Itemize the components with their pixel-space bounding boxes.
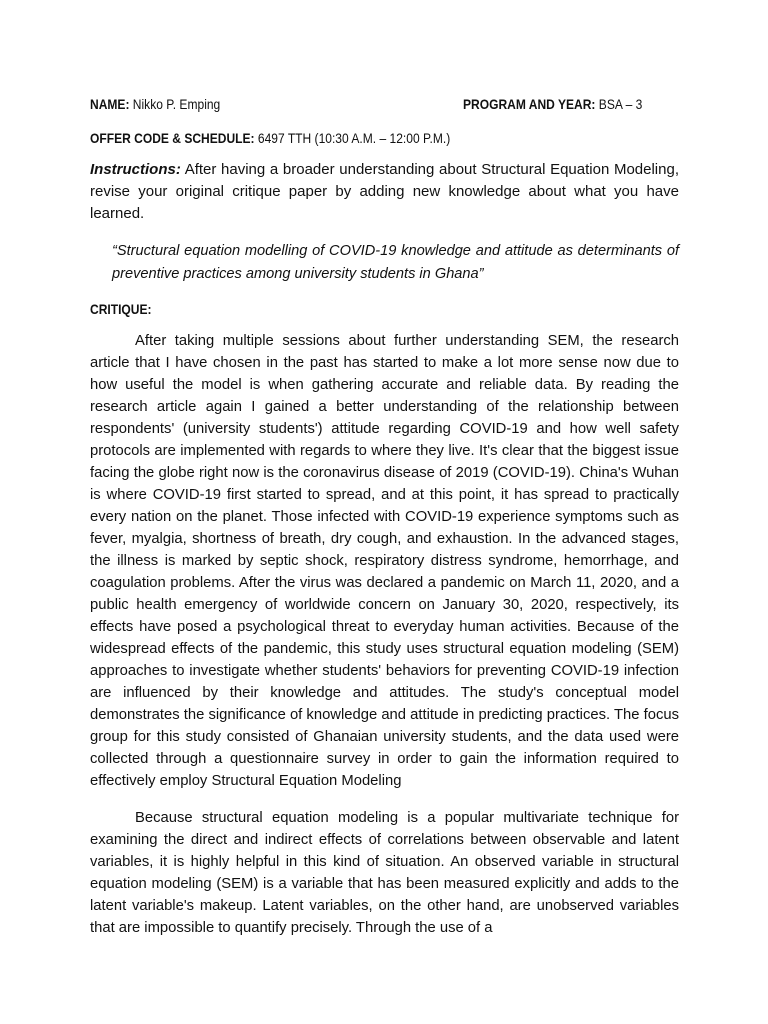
article-title: “Structural equation modelling of COVID-19 knowledge and attitude as determinants of preventive practices among university students in Ghana”: [112, 243, 679, 282]
name-program-row: [90, 93, 679, 115]
critique-heading: CRITIQUE:: [90, 301, 152, 317]
document-content: [90, 93, 679, 954]
name-value: Nikko P. Emping: [132, 96, 221, 112]
offer-code-label: OFFER CODE & SCHEDULE:: [90, 130, 255, 146]
program-field: [463, 93, 672, 115]
critique-paragraph-2: Because structural equation modeling is a popular multivariate technique for examining the direct and indirect effects of correlations between observable and latent variables, it is highly helpful in this kind of situation. An observed variable in structural equation modeling (SEM) is a variable that has been measured explicitly and adds to the latent variable's makeup. Latent variables, on the other hand, are unobserved variables that are impossible to quantify precisely. Through the use of a: [90, 809, 679, 936]
program-label: PROGRAM AND YEAR:: [463, 96, 596, 112]
offer-code-value: 6497 TTH (10:30 A.M. – 12:00 P.M.): [257, 130, 451, 146]
critique-paragraph-1: After taking multiple sessions about further understanding SEM, the research article that I have chosen in the past has started to make a lot more sense now due to how useful the model is when gathering accurate and reliable data. By reading the research article again I gained a better understanding of the relationship between respondents' (university students') attitude regarding COVID-19 and how well safety protocols are implemented with regards to where they live. It's clear that the biggest issue facing the globe right now is the coronavirus disease of 2019 (COVID-19). China's Wuhan is where COVID-19 first started to spread, and at this point, it has spread to practically every nation on the planet. Those infected with COVID-19 experience symptoms such as fever, myalgia, shortness of breath, dry cough, and exhaustion. In the advanced stages, the illness is marked by septic shock, respiratory distress syndrome, hemorrhage, and coagulation problems. After the virus was declared a pandemic on March 11, 2020, and a public health emergency of worldwide concern on January 30, 2020, respectively, its effects have posed a psychological threat to everyday human activities. Because of the widespread effects of the pandemic, this study uses structural equation modeling (SEM) approaches to investigate whether students' behaviors for preventing COVID-19 infection are influenced by their knowledge and attitudes. The study's conceptual model demonstrates the significance of knowledge and attitude in predicting practices. The focus group for this study consisted of Ghanaian university students, and the data used were collected through a questionnaire survey in order to gain the information required to effectively employ Structural Equation Modeling: [90, 333, 679, 789]
offer-code-row: [90, 127, 679, 149]
instructions-text: After having a broader understanding about Structural Equation Modeling, revise your original critique paper by adding new knowledge about what you have learned.: [90, 161, 679, 222]
instructions-label: Instructions:: [90, 161, 181, 178]
program-value: BSA – 3: [598, 96, 643, 112]
name-field: [90, 93, 220, 115]
name-label: NAME:: [90, 96, 130, 112]
instructions: [90, 159, 679, 225]
offer-code-field: [90, 127, 450, 149]
